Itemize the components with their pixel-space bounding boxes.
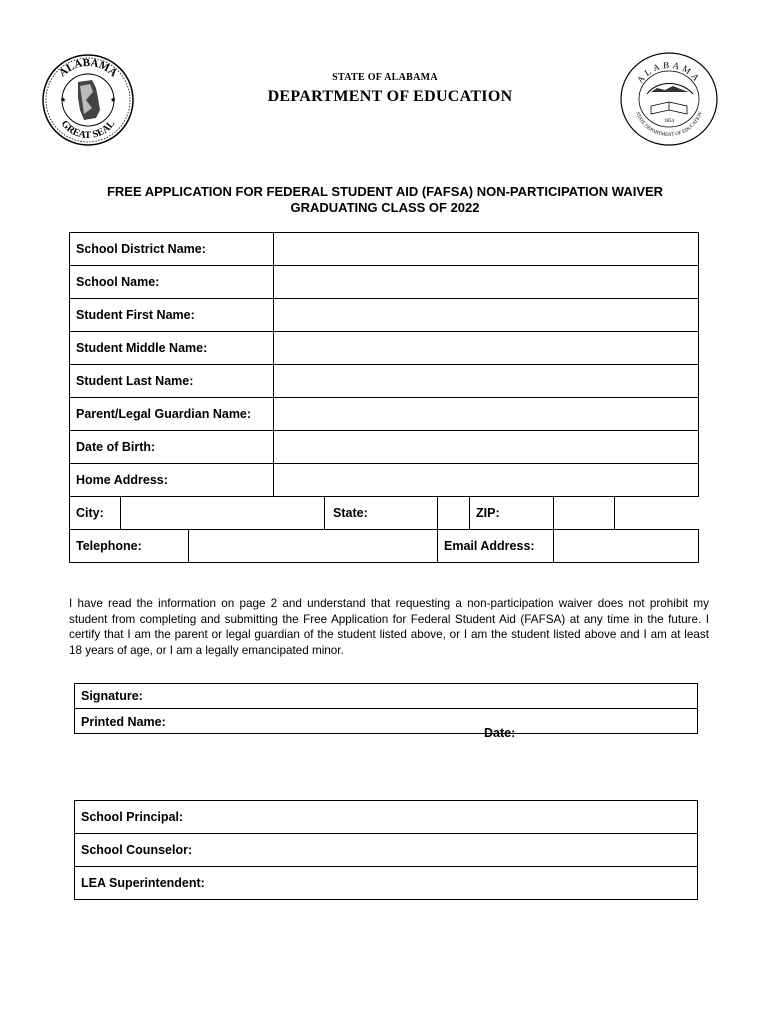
counselor-field[interactable] [75, 834, 698, 867]
telephone-field[interactable] [189, 530, 438, 563]
student-info-table [69, 232, 699, 563]
right-seal-year: 1854 [664, 119, 674, 124]
principal-field[interactable] [75, 801, 698, 834]
svg-text:★: ★ [110, 96, 117, 104]
date-of-birth-row [70, 431, 699, 464]
signature-table [74, 683, 698, 734]
counselor-row [75, 834, 698, 867]
guardian-name-field[interactable] [274, 398, 699, 431]
telephone-label: Telephone: [70, 530, 189, 563]
student-last-name-label: Student Last Name: [70, 365, 274, 398]
zip-field[interactable] [554, 497, 615, 530]
telephone-email-row [70, 530, 699, 563]
student-first-name-row [70, 299, 699, 332]
right-seal-top-text: ALABAMA [634, 59, 704, 85]
home-address-field[interactable] [274, 464, 699, 497]
counselor-label: School Counselor: [81, 843, 193, 857]
student-last-name-row [70, 365, 699, 398]
student-first-name-field[interactable] [274, 299, 699, 332]
school-district-label: School District Name: [70, 233, 274, 266]
signature-label: Signature: [81, 689, 143, 703]
superintendent-label: LEA Superintendent: [81, 876, 205, 890]
city-state-zip-row [70, 497, 699, 530]
signature-row [75, 684, 698, 709]
svg-text:GREAT SEAL [59, 118, 118, 141]
left-seal-top-text: ALABAMA [56, 56, 120, 80]
date-of-birth-field[interactable] [274, 431, 699, 464]
email-field[interactable] [554, 530, 699, 563]
school-officials-table [74, 800, 698, 900]
state-header: STATE OF ALABAMA [332, 72, 438, 83]
printed-name-field[interactable] [75, 709, 698, 734]
student-middle-name-field[interactable] [274, 332, 699, 365]
department-header: DEPARTMENT OF EDUCATION [267, 88, 513, 105]
guardian-name-row [70, 398, 699, 431]
date-of-birth-label: Date of Birth: [70, 431, 274, 464]
superintendent-row [75, 867, 698, 900]
student-first-name-label: Student First Name: [70, 299, 274, 332]
school-name-row [70, 266, 699, 299]
svg-text:★: ★ [60, 96, 67, 104]
left-seal-bottom-text: GREAT SEAL [58, 118, 118, 142]
form-title: FREE APPLICATION FOR FEDERAL STUDENT AID (FAFSA) NON-PARTICIPATION WAIVER [106, 184, 664, 199]
certification-statement: I have read the information on page 2 and understand that requesting a non-participation waiver does not prohibit my student from completing and submitting the Free Application for Federal Student Aid (FAFSA) at any time in the future. I certify that I am the parent or legal guardian of the student listed above, or I am the student listed above and I am at least 18 years of age, or I am a legally emancipated minor. [69, 597, 709, 657]
principal-row [75, 801, 698, 834]
school-name-field[interactable] [274, 266, 699, 299]
city-label: City: [70, 497, 121, 530]
printed-name-row [75, 709, 698, 734]
right-seal-bottom-text: STATE DEPARTMENT OF EDUCATION [634, 111, 704, 139]
home-address-row [70, 464, 699, 497]
student-last-name-field[interactable] [274, 365, 699, 398]
email-label: Email Address: [438, 530, 554, 563]
city-field[interactable] [121, 497, 325, 530]
superintendent-field[interactable] [75, 867, 698, 900]
school-district-row [70, 233, 699, 266]
signature-field[interactable] [75, 684, 698, 709]
date-label: Date: [484, 726, 516, 740]
state-field[interactable] [438, 497, 470, 530]
state-label: State: [325, 497, 438, 530]
form-subtitle: GRADUATING CLASS OF 2022 [290, 200, 480, 215]
school-district-field[interactable] [274, 233, 699, 266]
printed-name-label: Printed Name: [81, 715, 166, 729]
home-address-label: Home Address: [70, 464, 274, 497]
student-middle-name-row [70, 332, 699, 365]
school-name-label: School Name: [70, 266, 274, 299]
guardian-name-label: Parent/Legal Guardian Name: [70, 398, 274, 431]
principal-label: School Principal: [81, 810, 184, 824]
student-middle-name-label: Student Middle Name: [70, 332, 274, 365]
zip-label: ZIP: [470, 497, 554, 530]
